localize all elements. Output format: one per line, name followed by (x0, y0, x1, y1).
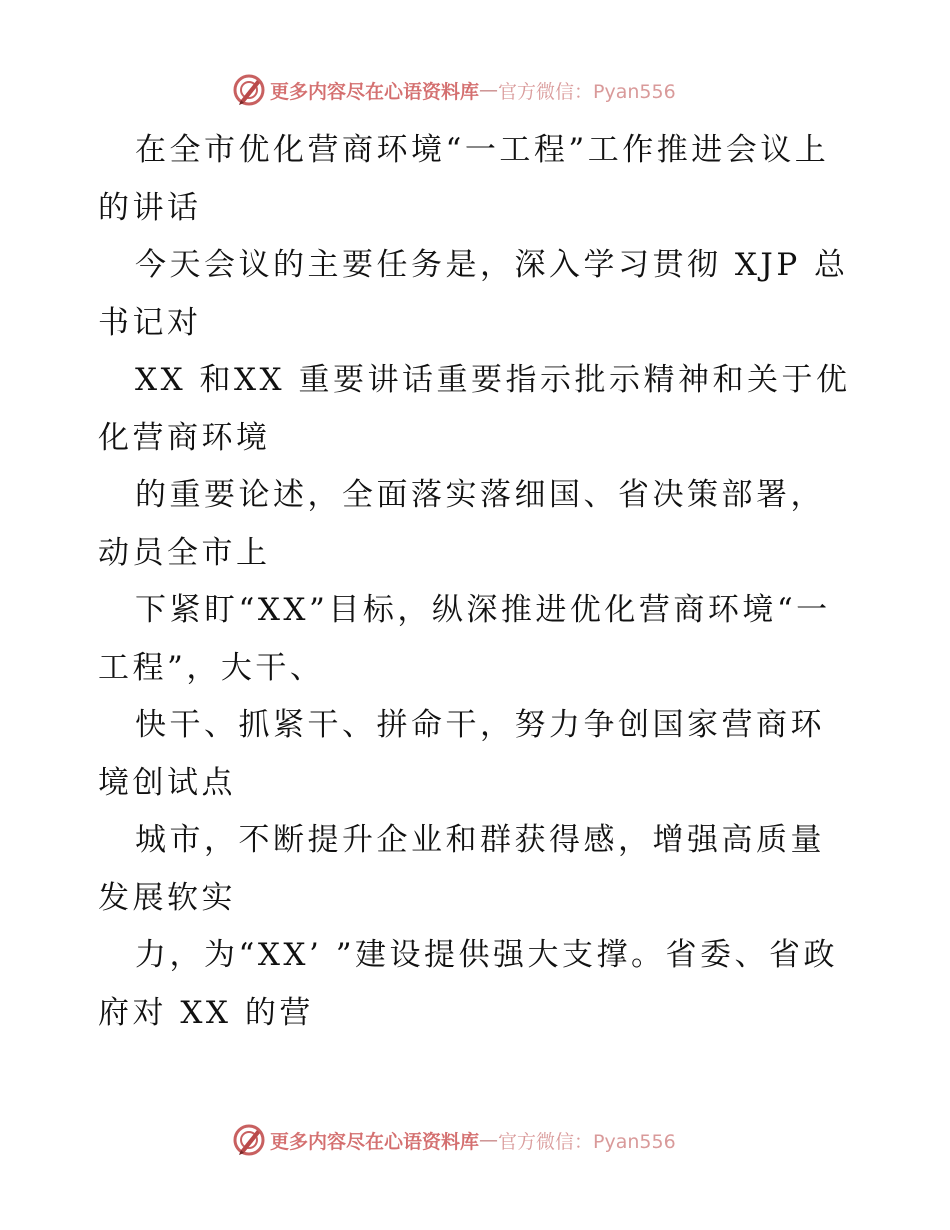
watermark-dash: — (479, 79, 499, 101)
header-watermark (232, 72, 732, 108)
paragraph: 今天会议的主要任务是，深入学习贯彻 XJP 总书记对 (98, 247, 849, 341)
paragraph: 城市，不断提升企业和群获得感，增强高质量发展软实 (98, 822, 825, 916)
paragraph: 下紧盯“XX”目标，纵深推进优化营商环境“一工程”，大干、 (98, 592, 831, 686)
paragraph-title: 在全市优化营商环境“一工程”工作推进会议上的讲话 (98, 132, 830, 226)
paragraph: 力，为“XX’ ”建设提供强大支撑。省委、省政府对 XX 的营 (98, 937, 839, 1031)
watermark-main-text: 更多内容尽在心语资料库 (270, 1130, 480, 1153)
watermark-main-text: 更多内容尽在心语资料库 (270, 80, 480, 103)
watermark-wechat-text: 官方微信：Pyan556 (498, 1130, 676, 1153)
watermark-wechat-text: 官方微信：Pyan556 (498, 80, 676, 103)
paragraph: 的重要论述，全面落实落细国、省决策部署，动员全市上 (98, 477, 825, 571)
footer-watermark (232, 1122, 732, 1158)
paragraph: 快干、抓紧干、拼命干，努力争创国家营商环境创试点 (98, 707, 825, 801)
pen-seal-icon (232, 1123, 266, 1157)
watermark-dash: — (479, 1129, 499, 1151)
pen-seal-icon (232, 73, 266, 107)
paragraph: XX 和XX 重要讲话重要指示批示精神和关于优化营商环境 (98, 362, 851, 456)
document-body (98, 122, 854, 1042)
